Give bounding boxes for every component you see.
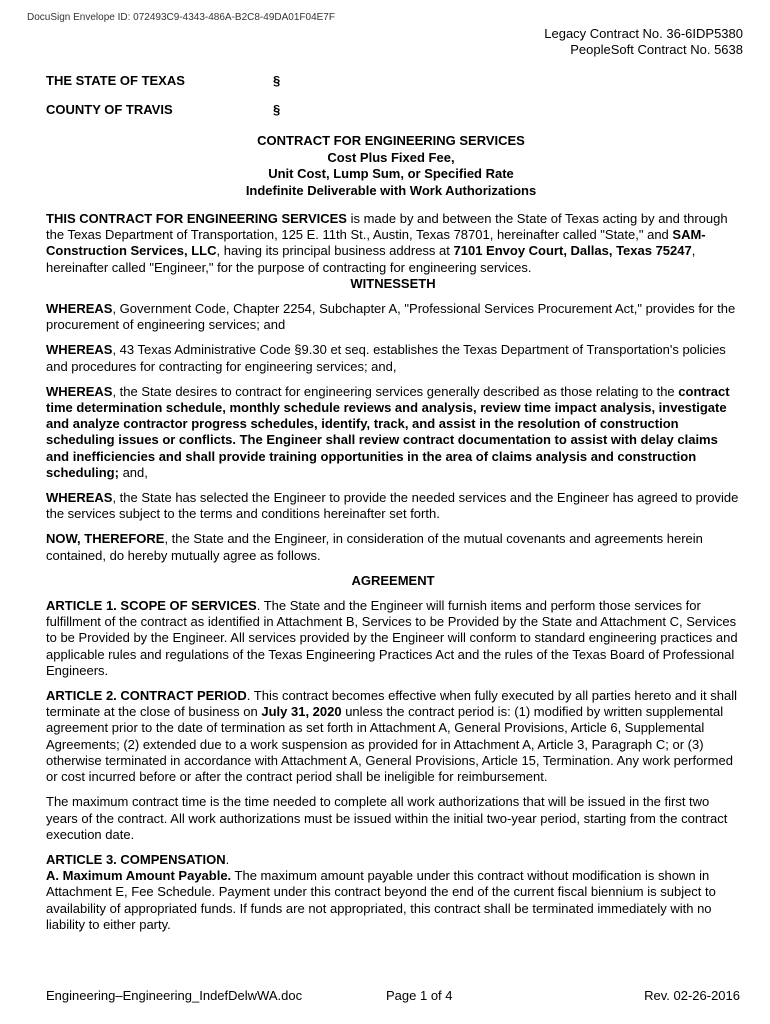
venue-state [46, 73, 281, 88]
article-2-heading: ARTICLE 2. CONTRACT PERIOD [46, 688, 247, 704]
legacy-contract-number: Legacy Contract No. 36-6IDP5380 [544, 26, 743, 41]
article-1-heading: ARTICLE 1. SCOPE OF SERVICES [46, 598, 257, 614]
venue-county-label: COUNTY OF TRAVIS [46, 102, 173, 117]
venue-state-label: THE STATE OF TEXAS [46, 73, 185, 88]
section-symbol: § [273, 73, 281, 88]
max-amount-payable-heading: A. Maximum Amount Payable. [46, 868, 232, 884]
services-description: contract time determination schedule, monthly schedule reviews and analysis, review time impact analysis, investigate and analyze contractor progress schedules, identify, track, and assist in the resolution of construction scheduling issues or conflicts. The Engineer shall review contract documentation to assist with delay claims and inefficiencies and shall provide training opportunities in the area of claims analysis and construction scheduling; [46, 383, 730, 480]
whereas-paragraph: WHEREAS, the State has selected the Engineer to provide the needed services and the Engineer has agreed to provide the services subject to the terms and conditions hereinafter set forth. [46, 490, 739, 522]
engineer-address: 7101 Envoy Court, Dallas, Texas 75247 [453, 243, 692, 259]
termination-date: July 31, 2020 [261, 704, 342, 720]
intro-heading: THIS CONTRACT FOR ENGINEERING SERVICES [46, 211, 347, 226]
title-line: Indefinite Deliverable with Work Authorizations [245, 182, 537, 198]
contract-body [46, 211, 740, 942]
whereas-paragraph: WHEREAS, the State desires to contract for engineering services generally described as those relating to the contract time determination schedule, monthly schedule reviews and analysis, review time impact analysis, investigate and analyze contractor progress schedules, identify, track, and assist in the resolution of construction scheduling issues or conflicts. The Engineer shall review contract documentation to assist with delay claims and inefficiencies and shall provide training opportunities in the area of claims analysis and construction scheduling; and, [46, 383, 730, 480]
now-therefore-paragraph: NOW, THEREFORE, the State and the Engineer, in consideration of the mutual covenants and agreements herein contained, do hereby mutually agree as follows. [46, 531, 703, 563]
title-line: Unit Cost, Lump Sum, or Specified Rate [268, 166, 514, 181]
footer-page-number: Page 1 of 4 [386, 988, 453, 1003]
section-symbol: § [273, 102, 281, 117]
article-1-paragraph: ARTICLE 1. SCOPE OF SERVICES. The State and the Engineer will furnish items and perform those services for fulfillment of the contract as identified in Attachment B, Services to be Provided by the State and Attachment C, Services to be Provided by the Engineer. All services provided by the Engineer will conform to standard engineering practices and applicable rules and regulations of the Texas Engineering Practices Act and the rules of the Texas Board of Professional Engineers. [46, 598, 738, 678]
venue-county [46, 102, 281, 117]
title-line: Cost Plus Fixed Fee, [327, 149, 455, 165]
agreement-heading: AGREEMENT [351, 572, 435, 588]
whereas-paragraph: WHEREAS, Government Code, Chapter 2254, Subchapter A, "Professional Services Procurement Act," provides for the procurement of engineering services; and [46, 301, 736, 333]
footer-filename: Engineering–Engineering_IndefDelwWA.doc [46, 988, 303, 1003]
footer-revision: Rev. 02-26-2016 [644, 988, 740, 1003]
title-line: CONTRACT FOR ENGINEERING SERVICES [257, 133, 525, 148]
intro-paragraph: THIS CONTRACT FOR ENGINEERING SERVICES is made by and between the State of Texas acting by and through the Texas Department of Transportation, 125 E. 11th St., Austin, Texas 78701, hereinafter called "State," and SAM-Construction Services, LLC, having its principal business address at 7101 Envoy Court, Dallas, Texas 75247, hereinafter called "Engineer," for the purpose of contracting for engineering services. [46, 211, 728, 275]
witnesseth-heading: WITNESSETH [350, 275, 436, 291]
article-3-heading: ARTICLE 3. COMPENSATION [46, 851, 226, 867]
peoplesoft-contract-number: PeopleSoft Contract No. 5638 [570, 42, 743, 57]
contract-title [46, 133, 736, 199]
article-2-paragraph: ARTICLE 2. CONTRACT PERIOD. This contract becomes effective when fully executed by all parties hereto and it shall terminate at the close of business on July 31, 2020 unless the contract period is: (1) modified by written supplemental agreement prior to the date of termination as set forth in Attachment A, General Provisions, Article 6, Supplemental Agreements; (2) extended due to a work suspension as provided for in Attachment A, Article 3, Paragraph C; or (3) otherwise terminated in accordance with Attachment A, General Provisions, Article 15, Termination. Any work performed or cost incurred before or after the contract period shall be ineligible for reimbursement. [46, 688, 737, 785]
engineer-name: SAM-Construction Services, LLC [46, 227, 706, 259]
max-contract-time-paragraph: The maximum contract time is the time needed to complete all work authorizations that will be issued in the first two years of the contract. All work authorizations must be issued within the initial two-year period, starting from the contract execution date. [46, 794, 728, 842]
contract-reference-numbers [544, 26, 743, 58]
whereas-paragraph: WHEREAS, 43 Texas Administrative Code §9.30 et seq. establishes the Texas Department of Transportation's policies and procedures for contracting for engineering services; and, [46, 342, 726, 374]
docusign-envelope-id: DocuSign Envelope ID: 072493C9-4343-486A-B2C8-49DA01F04E7F [27, 12, 335, 23]
article-3-paragraph: ARTICLE 3. COMPENSATION. A. Maximum Amount Payable. The maximum amount payable under this contract without modification is shown in Attachment E, Fee Schedule. Payment under this contract beyond the end of the current fiscal biennium is subject to availability of appropriated funds. If funds are not appropriated, this contract shall be terminated immediately with no liability to either party. [46, 851, 716, 932]
